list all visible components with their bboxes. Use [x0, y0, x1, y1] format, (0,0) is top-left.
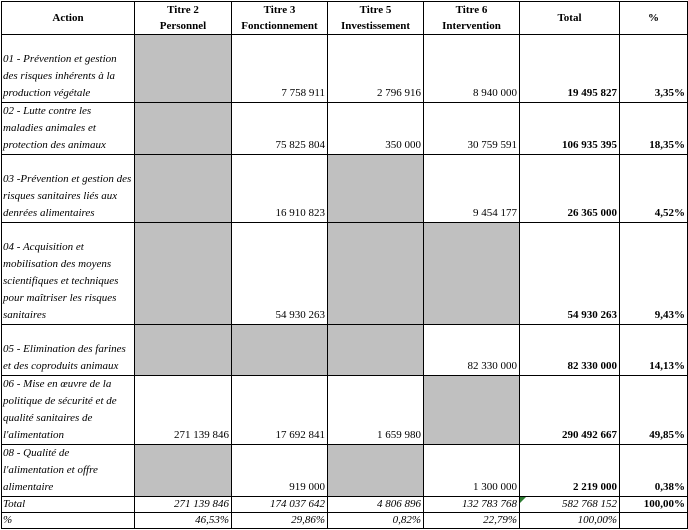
cell-titre2	[135, 445, 232, 497]
row-action: 02 - Lutte contre les maladies animales et protection des animaux	[2, 103, 135, 155]
cell-titre3: 17 692 841	[232, 376, 328, 445]
pct-titre2: 46,53%	[135, 513, 232, 529]
cell-titre2	[135, 35, 232, 103]
cell-titre3	[232, 325, 328, 376]
cell-pct: 0,38%	[620, 445, 688, 497]
cell-titre6: 8 940 000	[424, 35, 520, 103]
cell-titre3: 54 930 263	[232, 223, 328, 325]
cell-titre6: 9 454 177	[424, 155, 520, 223]
cell-titre5: 2 796 916	[328, 35, 424, 103]
row-action: 05 - Elimination des farines et des coproduits animaux	[2, 325, 135, 376]
cell-titre5	[328, 223, 424, 325]
table-row	[2, 325, 688, 376]
header-titre2	[135, 2, 232, 35]
table-row	[2, 103, 688, 155]
header-titre6-line2: Intervention	[442, 20, 501, 32]
cell-titre3: 75 825 804	[232, 103, 328, 155]
cell-titre2	[135, 155, 232, 223]
header-titre3-line1: Titre 3	[263, 4, 296, 16]
pct-label: %	[2, 513, 135, 529]
cell-total: 54 930 263	[520, 223, 620, 325]
header-total: Total	[520, 2, 620, 35]
cell-total: 82 330 000	[520, 325, 620, 376]
cell-total: 19 495 827	[520, 35, 620, 103]
cell-pct: 9,43%	[620, 223, 688, 325]
cell-titre6	[424, 223, 520, 325]
header-pct: %	[620, 2, 688, 35]
total-titre2: 271 139 846	[135, 497, 232, 513]
cell-titre2	[135, 103, 232, 155]
cell-titre3: 7 758 911	[232, 35, 328, 103]
header-titre5-line2: Investissement	[340, 20, 411, 32]
total-total: 582 768 152	[520, 497, 620, 513]
cell-titre5: 1 659 980	[328, 376, 424, 445]
cell-titre5	[328, 445, 424, 497]
cell-titre6	[424, 376, 520, 445]
pct-titre3: 29,86%	[232, 513, 328, 529]
pct-pct	[620, 513, 688, 529]
header-titre6	[424, 2, 520, 35]
cell-titre5	[328, 325, 424, 376]
row-action: 03 -Prévention et gestion des risques sanitaires liés aux denrées alimentaires	[2, 155, 135, 223]
row-action: 08 - Qualité de l'alimentation et offre alimentaire	[2, 445, 135, 497]
cell-titre2	[135, 223, 232, 325]
cell-titre2	[135, 325, 232, 376]
cell-pct: 18,35%	[620, 103, 688, 155]
header-titre3	[232, 2, 328, 35]
row-action: 06 - Mise en œuvre de la politique de sécurité et de qualité sanitaires de l'alimentation	[2, 376, 135, 445]
cell-titre5	[328, 155, 424, 223]
cell-titre3: 919 000	[232, 445, 328, 497]
table-row	[2, 35, 688, 103]
total-row	[2, 497, 688, 513]
table-row	[2, 376, 688, 445]
row-action: 04 - Acquisition et mobilisation des moyens scientifiques et techniques pour maîtriser les risques sanitaires	[2, 223, 135, 325]
header-action: Action	[2, 2, 135, 35]
cell-total: 2 219 000	[520, 445, 620, 497]
pct-total: 100,00%	[520, 513, 620, 529]
cell-pct: 14,13%	[620, 325, 688, 376]
cell-titre6: 30 759 591	[424, 103, 520, 155]
header-titre2-line1: Titre 2	[167, 4, 199, 16]
total-titre5: 4 806 896	[328, 497, 424, 513]
total-titre6: 132 783 768	[424, 497, 520, 513]
table-row	[2, 155, 688, 223]
table-row	[2, 445, 688, 497]
cell-total: 106 935 395	[520, 103, 620, 155]
row-action: 01 - Prévention et gestion des risques inhérents à la production végétale	[2, 35, 135, 103]
total-label: Total	[2, 497, 135, 513]
header-titre5	[328, 2, 424, 35]
header-row	[2, 2, 688, 35]
cell-pct: 49,85%	[620, 376, 688, 445]
table-row	[2, 223, 688, 325]
header-titre2-line2: Personnel	[159, 20, 207, 32]
header-titre6-line1: Titre 6	[455, 4, 488, 16]
cell-titre2: 271 139 846	[135, 376, 232, 445]
cell-titre6: 82 330 000	[424, 325, 520, 376]
pct-row	[2, 513, 688, 529]
pct-titre6: 22,79%	[424, 513, 520, 529]
cell-titre5: 350 000	[328, 103, 424, 155]
budget-table	[1, 1, 688, 529]
pct-titre5: 0,82%	[328, 513, 424, 529]
cell-total: 290 492 667	[520, 376, 620, 445]
cell-titre6: 1 300 000	[424, 445, 520, 497]
total-titre3: 174 037 642	[232, 497, 328, 513]
total-pct: 100,00%	[620, 497, 688, 513]
cell-titre3: 16 910 823	[232, 155, 328, 223]
cell-pct: 3,35%	[620, 35, 688, 103]
header-titre5-line1: Titre 5	[359, 4, 392, 16]
cell-total: 26 365 000	[520, 155, 620, 223]
header-titre3-line2: Fonctionnement	[241, 20, 318, 32]
cell-pct: 4,52%	[620, 155, 688, 223]
